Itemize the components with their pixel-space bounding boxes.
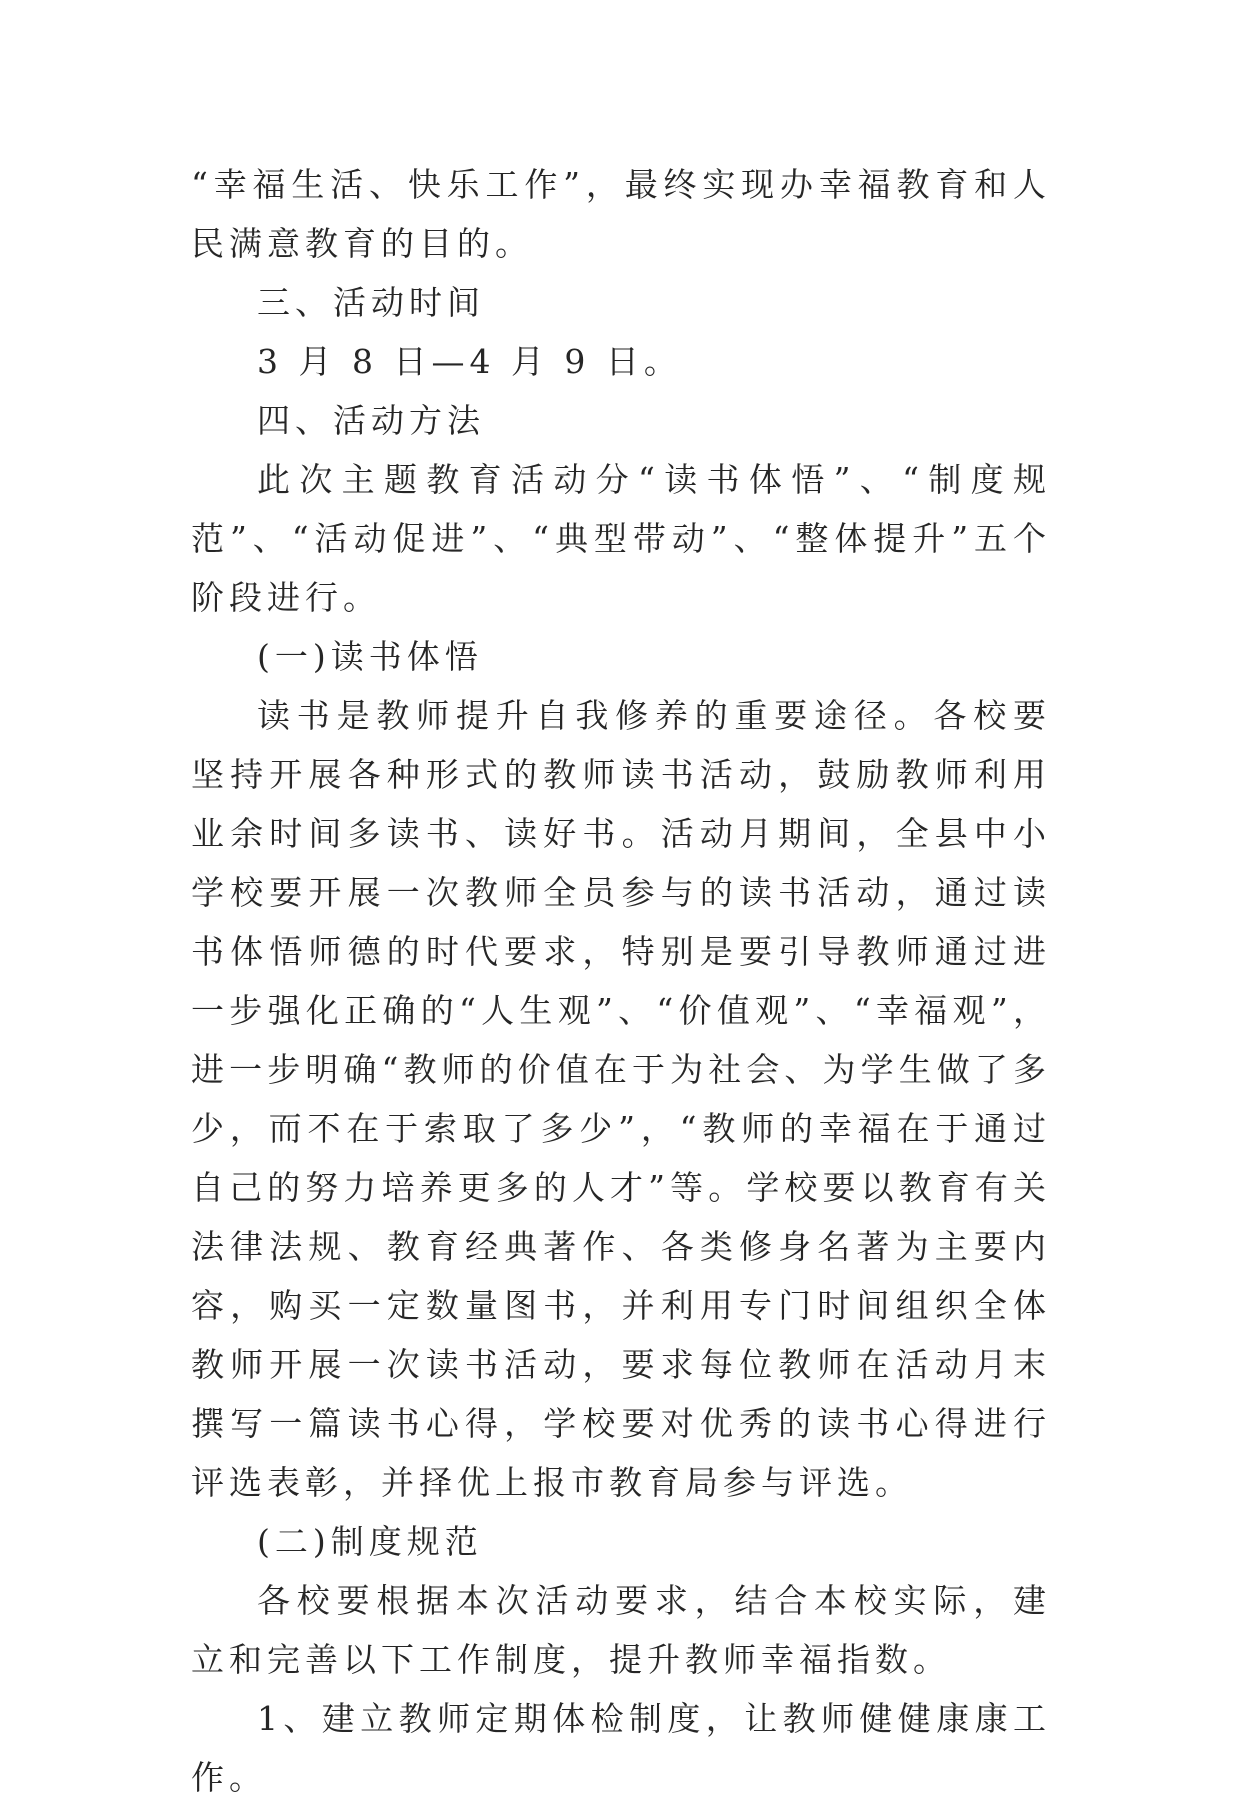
paragraph-five-stages: 此次主题教育活动分“读书体悟”、“制度规范”、“活动促进”、“典型带动”、“整体提升”五个阶段进行。 <box>191 460 1051 617</box>
list-item-health-checkup: 1、建立教师定期体检制度，让教师健健康康工作。 <box>191 1699 1051 1797</box>
heading-activity-method: 四、活动方法 <box>257 401 485 440</box>
paragraph-activity-dates: 3 月 8 日—4 月 9 日。 <box>257 342 682 381</box>
document-body <box>191 155 1051 1807</box>
heading-activity-time: 三、活动时间 <box>257 283 485 322</box>
paragraph-system-standards: 各校要根据本次活动要求，结合本校实际，建立和完善以下工作制度，提升教师幸福指数。 <box>191 1581 1051 1679</box>
heading-reading-insight: (一)读书体悟 <box>257 637 483 676</box>
paragraph-reading-insight: 读书是教师提升自我修养的重要途径。各校要坚持开展各种形式的教师读书活动，鼓励教师利用业余时间多读书、读好书。活动月期间，全县中小学校要开展一次教师全员参与的读书活动，通过读书体悟师德的时代要求，特别是要引导教师通过进一步强化正确的“人生观”、“价值观”、“幸福观”，进一步明确“教师的价值在于为社会、为学生做了多少，而不在于索取了多少”，“教师的幸福在于通过自己的努力培养更多的人才”等。学校要以教育有关法律法规、教育经典著作、各类修身名著为主要内容，购买一定数量图书，并利用专门时间组织全体教师开展一次读书活动，要求每位教师在活动月末撰写一篇读书心得，学校要对优秀的读书心得进行评选表彰，并择优上报市教育局参与评选。 <box>191 696 1051 1502</box>
paragraph-goal-continuation: “幸福生活、快乐工作”，最终实现办幸福教育和人民满意教育的目的。 <box>191 165 1051 263</box>
heading-system-standards: (二)制度规范 <box>257 1522 483 1561</box>
